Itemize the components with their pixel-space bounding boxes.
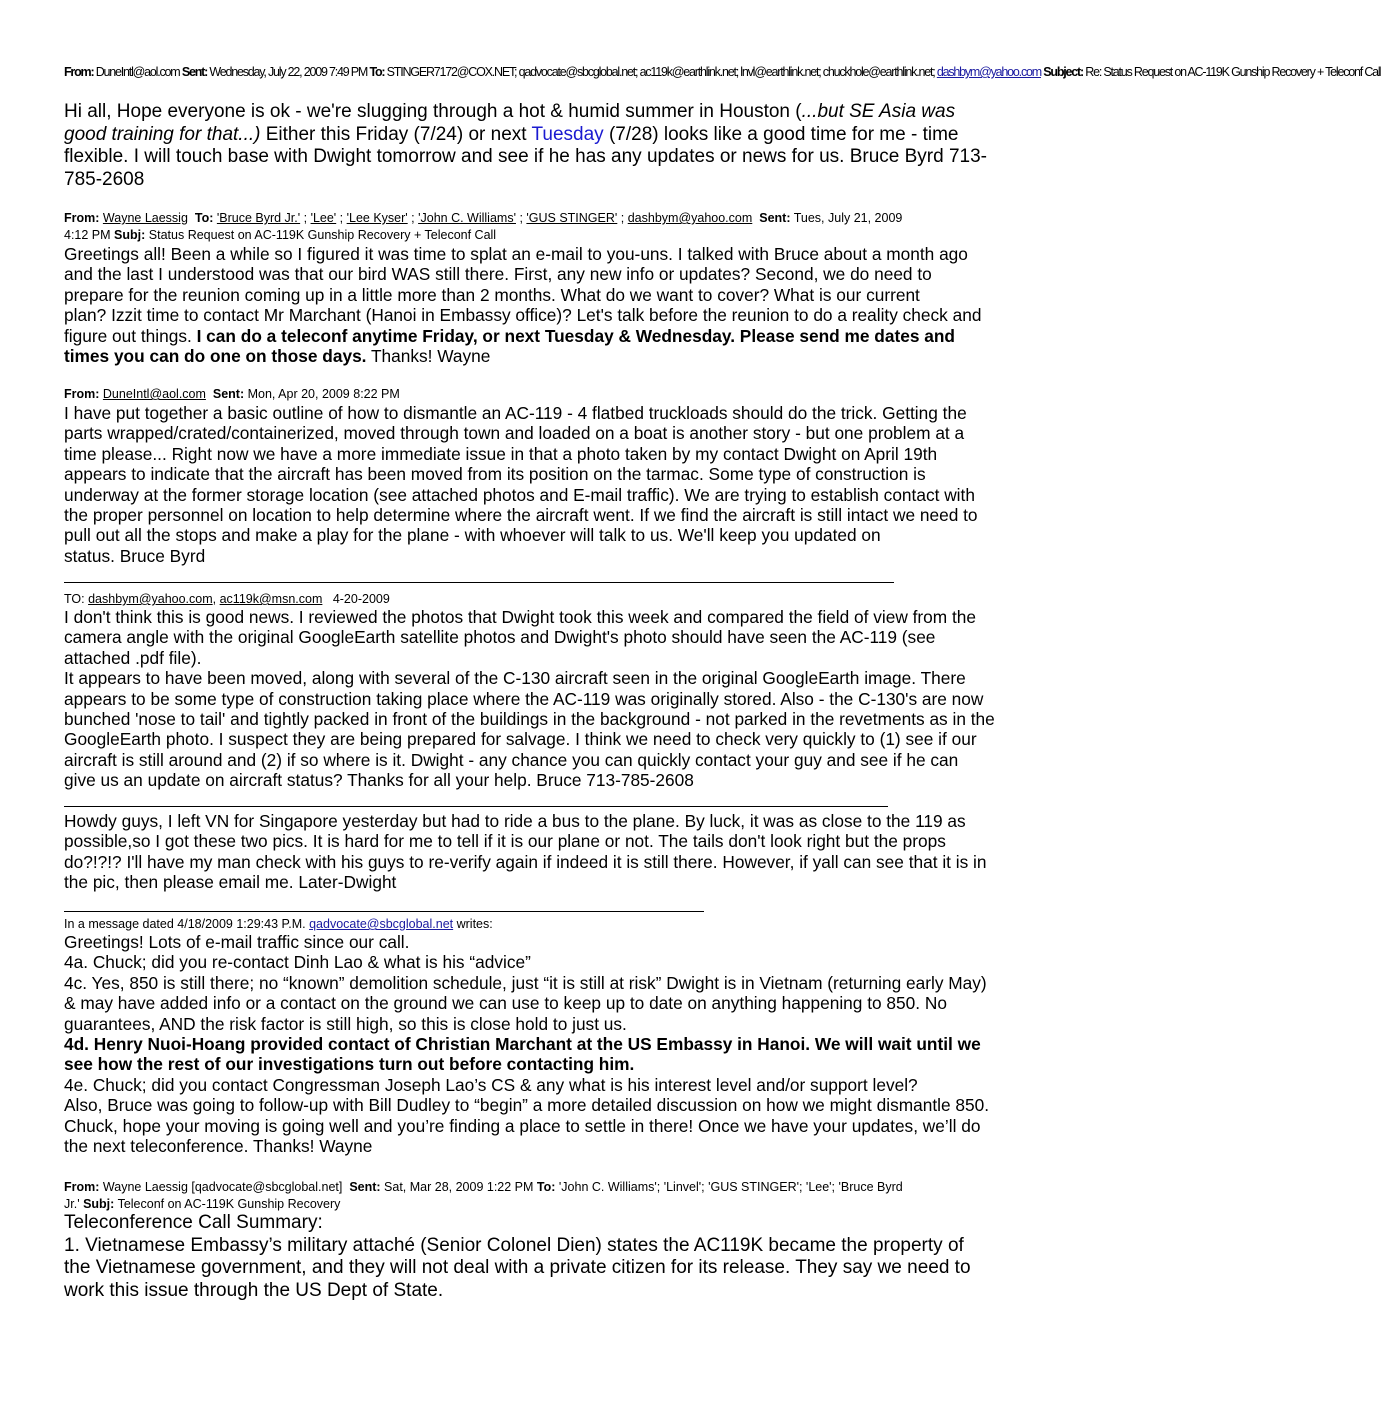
recipient[interactable]: 'GUS STINGER' [526, 211, 618, 225]
email3-body: I have put together a basic outline of how to dismantle an AC-119 - 4 flatbed truckloads should do the trick. Getting the parts wrapped/crated/containerized, moved through town and loaded on a boat is another story - but one problem at a time please... Right now we have a more immediate issue in that a photo taken by my contact Dwight on April 19th appears to indicate that the aircraft has been moved from its position on the tarmac. Some type of construction is underway at the former storage location (see attached photos and E-mail traffic). We are trying to establish contact with the proper personnel on location to help determine where the aircraft went. If we find the aircraft is still intact we need to pull out all the stops and make a play for the plane - with whoever will talk to us. We'll keep you updated on status. Bruce Byrd [64, 403, 978, 566]
recipient[interactable]: dashbym@yahoo.com [627, 211, 753, 225]
email1-body: Hi all, Hope everyone is ok - we're slugging through a hot & humid summer in Houston (...but SE Asia was good training for that...) Either this Friday (7/24) or next Tuesday (7/28) looks like a good time for me - time flexible. I will touch base with Dwight tomorrow and see if he has any updates or news for us. Bruce Byrd 713- 785-2608 [64, 101, 988, 190]
to-recipients: STINGER7172@COX.NET; qadvocate@sbcglobal.net; ac119k@earthlink.net; lnvl@earthlink.net; chuckhole@earthlink.net; [386, 65, 935, 79]
divider [64, 806, 888, 807]
sent-label: Sent: [181, 65, 208, 79]
email3-header: From: DuneIntl@aol.com Sent: Mon, Apr 20, 2009 8:22 PM [64, 387, 400, 401]
tuesday-link[interactable]: Tuesday [531, 123, 604, 145]
email4-header: TO: dashbym@yahoo.com, ac119k@msn.com 4-20-2009 [64, 592, 390, 606]
recipient[interactable]: 'Lee Kyser' [346, 211, 408, 225]
recipient[interactable]: 'John C. Williams' [418, 211, 516, 225]
email6-header: In a message dated 4/18/2009 1:29:43 P.M. qadvocate@sbcglobal.net writes: [64, 917, 493, 931]
recipient[interactable]: 'Lee' [310, 211, 337, 225]
email1-header [64, 64, 1381, 81]
subject-label: Subject: [1043, 65, 1083, 79]
email2-body: Greetings all! Been a while so I figured it was time to splat an e-mail to you-uns. I talked with Bruce about a month ago and the last I understood was that our bird WAS still there. First, any new info or updates? Second, we do need to prepare for the reunion coming up in a little more than 2 months. What do we want to cover? What is our current plan? Izzit time to contact Mr Marchant (Hanoi in Embassy office)? Let's talk before the reunion to do a reality check and figure out things. I can do a teleconf anytime Friday, or next Tuesday & Wednesday. Please send me dates and times you can do one on those days. Thanks! Wayne [64, 244, 982, 367]
email2-header: From: Wayne Laessig To: 'Bruce Byrd Jr.' ; 'Lee' ; 'Lee Kyser' ; 'John C. Williams' ; 'GUS STINGER' ; dashbym@yahoo.com Sent: Tues, July 21, 2009 4:12 PM Subj: Status Request on AC-119K Gunship Recovery + Teleconf Call [64, 211, 903, 242]
email7-header: From: Wayne Laessig [qadvocate@sbcglobal.net] Sent: Sat, Mar 28, 2009 1:22 PM To: 'John C. Williams'; 'Linvel'; 'GUS STINGER'; 'Lee'; 'Bruce Byrd Jr.' Subj: Teleconf on AC-119K Gunship Recovery [64, 1180, 903, 1211]
email-link[interactable]: dashbym@yahoo.com [936, 65, 1041, 79]
to-label: To: [369, 65, 385, 79]
from-label: From: [64, 65, 94, 79]
divider [64, 911, 704, 912]
email7-body: Teleconference Call Summary: 1. Vietnamese Embassy’s military attaché (Senior Colonel Dien) states the AC119K became the property of the Vietnamese government, and they will not deal with a private citizen for its release. They say we need to work this issue through the US Dept of State. [64, 1212, 971, 1301]
sent-date: Wednesday, July 22, 2009 7:49 PM [209, 65, 368, 79]
from-address: DuneIntl@aol.com [95, 65, 180, 79]
recipient[interactable]: 'Bruce Byrd Jr.' [216, 211, 301, 225]
email4-body: I don't think this is good news. I reviewed the photos that Dwight took this week and compared the field of view from the camera angle with the original GoogleEarth satellite photos and Dwight's photo should have seen the AC-119 (see attached .pdf file). It appears to have been moved, along with several of the C-130 aircraft seen in the original GoogleEarth image. There appears to be some type of construction taking place where the AC-119 was originally stored. Also - the C-130's are now bunched 'nose to tail' and tightly packed in front of the buildings in the background - not parked in the revetments as in the GoogleEarth photo. I suspect they are being prepared for salvage. I think we need to check very quickly to (1) see if our aircraft is still around and (2) if so where is it. Dwight - any chance you can quickly contact your guy and see if he can give us an update on aircraft status? Thanks for all your help. Bruce 713-785-2608 [64, 607, 995, 791]
subject-text: Re: Status Request on AC-119K Gunship Recovery + Teleconf Call [1085, 65, 1381, 79]
from-name[interactable]: Wayne Laessig [102, 211, 188, 225]
divider [64, 582, 894, 583]
email6-body: Greetings! Lots of e-mail traffic since our call. 4a. Chuck; did you re-contact Dinh Lao & what is his “advice” 4c. Yes, 850 is still there; no “known” demolition schedule, just “it is still at risk” Dwight is in Vietnam (returning early May) & may have added info or a contact on the ground we can use to keep up to date on anything happening to 850. No guarantees, AND the risk factor is still high, so this is close hold to just us. 4d. Henry Nuoi-Hoang provided contact of Christian Marchant at the US Embassy in Hanoi. We will wait until we see how the rest of our investigations turn out before contacting him. 4e. Chuck; did you contact Congressman Joseph Lao’s CS & any what is his interest level and/or support level? Also, Bruce was going to follow-up with Bill Dudley to “begin” a more detailed discussion on how we might dismantle 850. Chuck, hope your moving is going well and you’re finding a place to settle in there! Once we have your updates, we’ll do the next teleconference. Thanks! Wayne [64, 932, 990, 1157]
email5-body: Howdy guys, I left VN for Singapore yesterday but had to ride a bus to the plane. By luck, it was as close to the 119 as possible,so I got these two pics. It is hard for me to tell if it is our plane or not. The tails don't look right but the props do?!?!? I'll have my man check with his guys to re-verify again if indeed it is still there. However, if yall can see that it is in the pic, then please email me. Later-Dwight [64, 811, 987, 893]
